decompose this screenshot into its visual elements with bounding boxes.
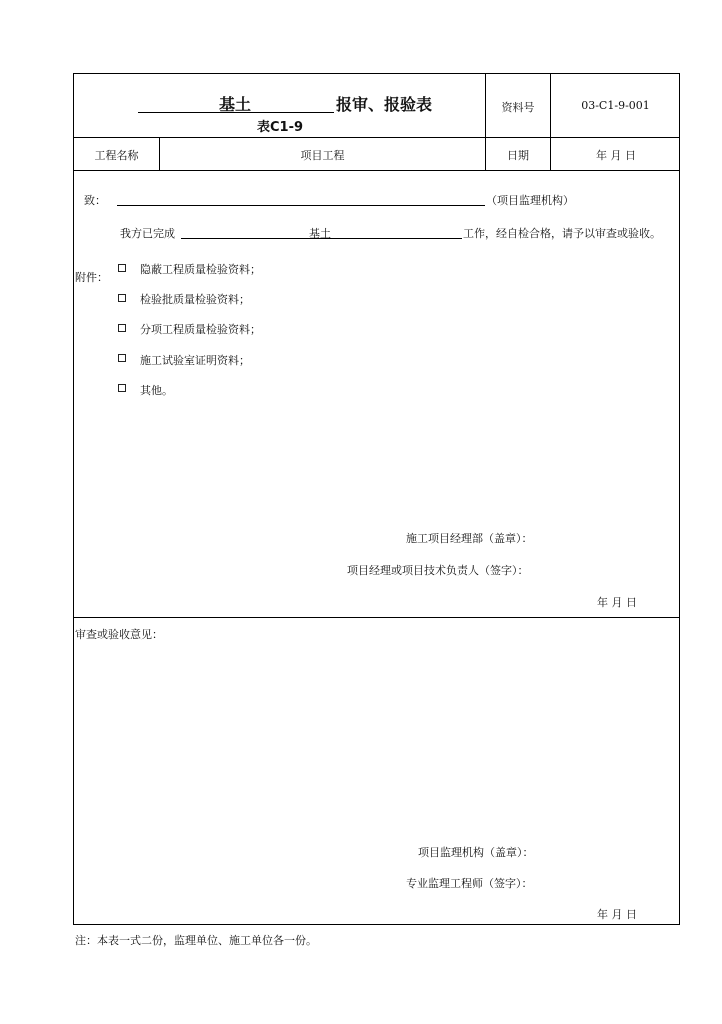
doc-no-value: 03-C1-9-001 [581, 99, 650, 112]
contractor-dept-sign: 施工项目经理部（盖章）： [406, 532, 533, 545]
contractor-manager-sign: 项目经理或项目技术负责人（签字）： [347, 564, 529, 577]
supervisor-engineer-sign: 专业监理工程师（签字）： [406, 877, 533, 890]
project-name-label: 工程名称 [94, 149, 139, 162]
date-value: 年 月 日 [596, 149, 636, 162]
attachment-item: 检验批质量检验资料； [140, 293, 250, 306]
footnote: 注：本表一式二份，监理单位、施工单位各一份。 [75, 934, 317, 947]
row-divider-info [73, 170, 680, 171]
to-label: 致： [84, 194, 106, 207]
contractor-date: 年 月 日 [597, 596, 637, 609]
to-org: （项目监理机构） [486, 194, 574, 207]
attachment-checkbox[interactable] [118, 294, 126, 302]
review-date: 年 月 日 [597, 908, 637, 921]
review-label: 审查或验收意见： [75, 628, 163, 641]
page-title: 报审、报验表 [336, 95, 433, 114]
row-divider-header [73, 137, 680, 138]
supervisor-org-sign: 项目监理机构（盖章）： [418, 846, 534, 859]
attachments-label: 附件： [75, 271, 108, 284]
form-table [73, 73, 680, 925]
doc-no-label: 资料号 [501, 101, 535, 114]
attachment-item: 隐蔽工程质量检验资料； [140, 263, 261, 276]
statement-fill: 基土 [309, 227, 331, 240]
to-underline [117, 205, 485, 206]
attachment-checkbox[interactable] [118, 384, 126, 392]
project-name-value: 项目工程 [300, 149, 345, 162]
attachment-item: 其他。 [140, 384, 173, 397]
attachment-checkbox[interactable] [118, 264, 126, 272]
attachment-checkbox[interactable] [118, 324, 126, 332]
attachment-checkbox[interactable] [118, 354, 126, 362]
col-divider-docvalue [550, 73, 551, 170]
title-fill: 基土 [218, 95, 251, 114]
attachment-item: 施工试验室证明资料； [140, 354, 250, 367]
row-divider-review [73, 617, 680, 618]
date-label: 日期 [507, 149, 529, 162]
attachment-item: 分项工程质量检验资料； [140, 323, 261, 336]
statement-suffix: 工作，经自检合格，请予以审查或验收。 [463, 227, 661, 240]
statement-prefix: 我方已完成 [120, 227, 175, 240]
form-code: 表C1-9 [257, 120, 304, 135]
